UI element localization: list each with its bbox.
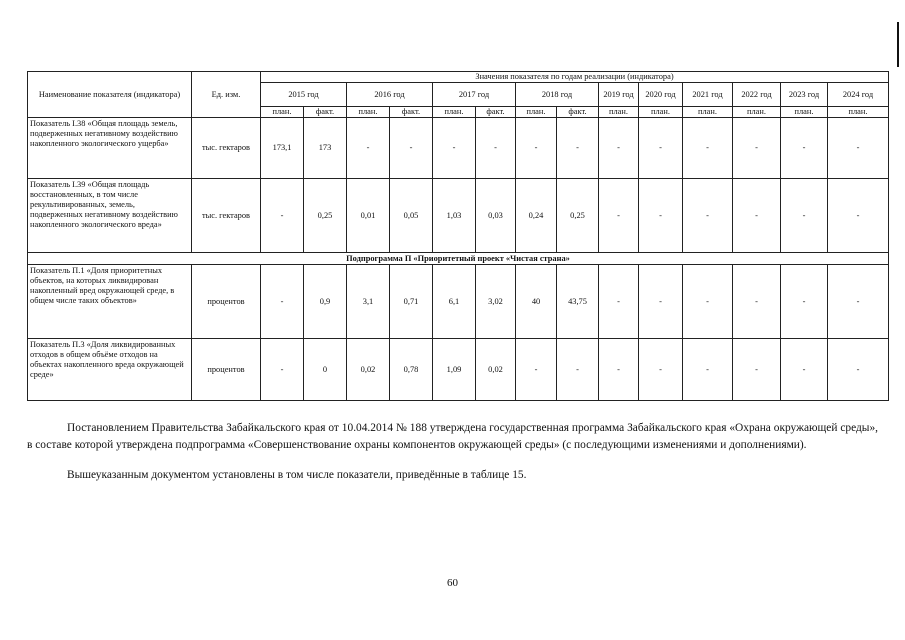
year-2022: 2022 год xyxy=(733,83,781,107)
cell-value: - xyxy=(733,118,781,179)
cell-value: 0,71 xyxy=(390,265,433,339)
year-2019: 2019 год xyxy=(599,83,639,107)
subhead: план. xyxy=(733,107,781,118)
cell-value: 6,1 xyxy=(433,265,476,339)
cell-value: 173 xyxy=(304,118,347,179)
year-2024: 2024 год xyxy=(828,83,889,107)
cell-value: 0,02 xyxy=(476,339,516,401)
table-row xyxy=(28,265,889,339)
indicators-table xyxy=(27,71,889,401)
cell-value: - xyxy=(733,265,781,339)
indicator-unit: процентов xyxy=(192,339,261,401)
page-number: 60 xyxy=(447,577,458,589)
year-2021: 2021 год xyxy=(683,83,733,107)
header-name: Наименование показателя (индикатора) xyxy=(28,72,192,118)
cell-value: - xyxy=(516,118,557,179)
cell-value: - xyxy=(476,118,516,179)
cell-value: 1,09 xyxy=(433,339,476,401)
year-2020: 2020 год xyxy=(639,83,683,107)
cell-value: 0,05 xyxy=(390,179,433,253)
cell-value: 3,1 xyxy=(347,265,390,339)
indicator-name: Показатель I.38 «Общая площадь земель, подверженных негативному воздействию накопленного экологического ущерба» xyxy=(28,118,192,179)
cell-value: - xyxy=(261,265,304,339)
cell-value: 0 xyxy=(304,339,347,401)
subhead: план. xyxy=(639,107,683,118)
cell-value: 0,78 xyxy=(390,339,433,401)
cell-value: 173,1 xyxy=(261,118,304,179)
subhead: план. xyxy=(683,107,733,118)
indicator-name: Показатель П.3 «Доля ликвидированных отходов в общем объёме отходов на объектах накопленного вреда окружающей среде» xyxy=(28,339,192,401)
cell-value: - xyxy=(683,118,733,179)
subhead: факт. xyxy=(476,107,516,118)
cell-value: 40 xyxy=(516,265,557,339)
cell-value: - xyxy=(599,179,639,253)
cell-value: - xyxy=(347,118,390,179)
cell-value: - xyxy=(781,179,828,253)
cell-value: - xyxy=(828,179,889,253)
indicator-name: Показатель I.39 «Общая площадь восстановленных, в том числе рекультивированных, земель, подверженных негативному воздействию накопленного экологического вреда» xyxy=(28,179,192,253)
cell-value: - xyxy=(733,179,781,253)
table-row xyxy=(28,118,889,179)
margin-vertical-line xyxy=(897,22,899,67)
subhead: факт. xyxy=(557,107,599,118)
table-row xyxy=(28,179,889,253)
subhead: план. xyxy=(433,107,476,118)
year-2015: 2015 год xyxy=(261,83,347,107)
cell-value: 0,9 xyxy=(304,265,347,339)
indicator-name: Показатель П.1 «Доля приоритетных объектов, на которых ликвидирован накопленный вред окружающей среде, в общем числе таких объектов» xyxy=(28,265,192,339)
cell-value: - xyxy=(733,339,781,401)
year-2018: 2018 год xyxy=(516,83,599,107)
cell-value: - xyxy=(639,339,683,401)
subhead: план. xyxy=(828,107,889,118)
cell-value: - xyxy=(599,265,639,339)
subhead: факт. xyxy=(304,107,347,118)
cell-value: - xyxy=(557,339,599,401)
cell-value: - xyxy=(599,339,639,401)
subprogram-title: Подпрограмма П «Приоритетный проект «Чистая страна» xyxy=(28,253,889,265)
subhead: план. xyxy=(599,107,639,118)
cell-value: - xyxy=(828,265,889,339)
cell-value: 0,25 xyxy=(304,179,347,253)
cell-value: - xyxy=(261,339,304,401)
header-values: Значения показателя по годам реализации (индикатора) xyxy=(261,72,889,83)
cell-value: - xyxy=(390,118,433,179)
cell-value: 0,03 xyxy=(476,179,516,253)
indicator-unit: тыс. гектаров xyxy=(192,118,261,179)
cell-value: - xyxy=(683,339,733,401)
cell-value: - xyxy=(781,339,828,401)
year-2017: 2017 год xyxy=(433,83,516,107)
indicator-unit: процентов xyxy=(192,265,261,339)
subhead: план. xyxy=(261,107,304,118)
cell-value: - xyxy=(781,265,828,339)
body-paragraph-1: Постановлением Правительства Забайкальского края от 10.04.2014 № 188 утверждена государственная программа Забайкальского края «Охрана окружающей среды», в составе которой утверждена подпрограмма «Совершенствование охраны компонентов окружающей среды» (с последующими изменениями и дополнениями). xyxy=(27,422,878,451)
cell-value: - xyxy=(639,179,683,253)
indicator-unit: тыс. гектаров xyxy=(192,179,261,253)
subhead: план. xyxy=(516,107,557,118)
cell-value: - xyxy=(828,118,889,179)
cell-value: - xyxy=(683,265,733,339)
cell-value: - xyxy=(557,118,599,179)
header-unit: Ед. изм. xyxy=(192,72,261,118)
cell-value: - xyxy=(639,118,683,179)
cell-value: 3,02 xyxy=(476,265,516,339)
subhead: план. xyxy=(347,107,390,118)
cell-value: 0,01 xyxy=(347,179,390,253)
cell-value: - xyxy=(261,179,304,253)
cell-value: - xyxy=(828,339,889,401)
cell-value: - xyxy=(639,265,683,339)
cell-value: 0,25 xyxy=(557,179,599,253)
cell-value: 1,03 xyxy=(433,179,476,253)
cell-value: 43,75 xyxy=(557,265,599,339)
cell-value: - xyxy=(781,118,828,179)
cell-value: 0,02 xyxy=(347,339,390,401)
year-2016: 2016 год xyxy=(347,83,433,107)
subhead: факт. xyxy=(390,107,433,118)
year-2023: 2023 год xyxy=(781,83,828,107)
subprogram-row xyxy=(28,253,889,265)
cell-value: - xyxy=(516,339,557,401)
cell-value: - xyxy=(599,118,639,179)
body-paragraph-2: Вышеуказанным документом установлены в том числе показатели, приведённые в таблице 15. xyxy=(67,469,527,481)
cell-value: - xyxy=(433,118,476,179)
table-row xyxy=(28,339,889,401)
cell-value: - xyxy=(683,179,733,253)
cell-value: 0,24 xyxy=(516,179,557,253)
subhead: план. xyxy=(781,107,828,118)
